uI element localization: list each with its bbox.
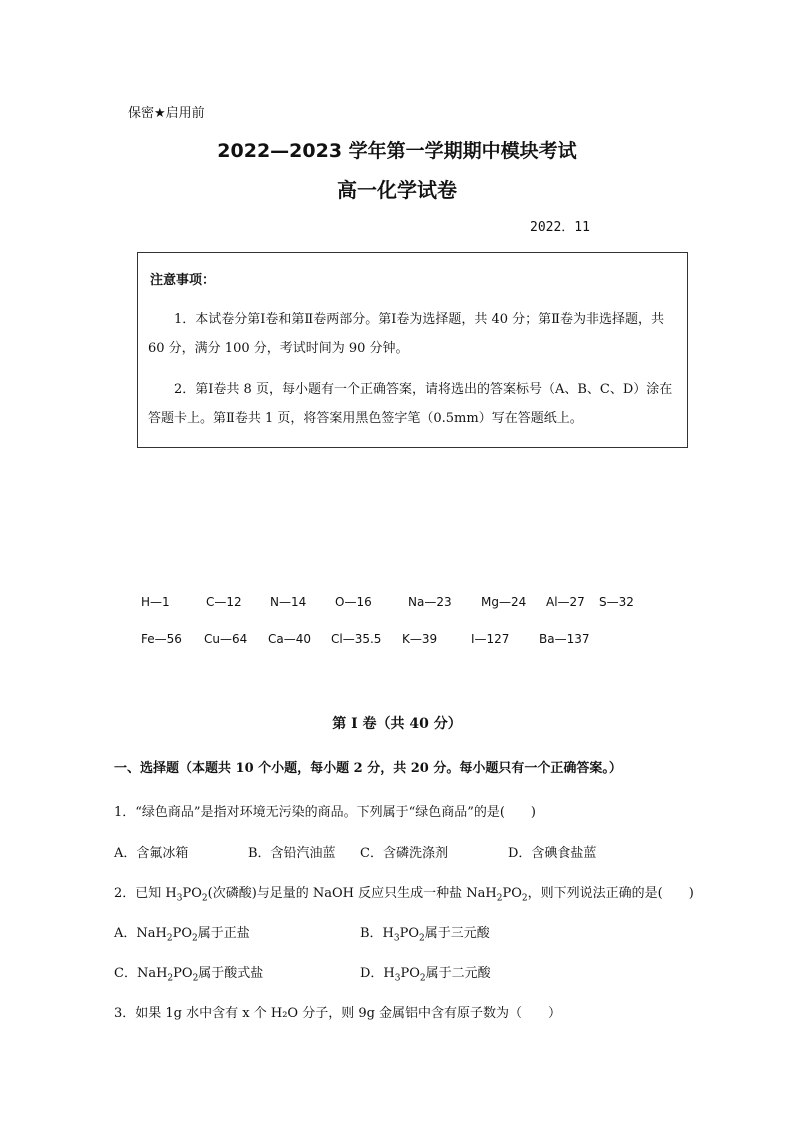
atomic-mass-k: K—39: [402, 632, 438, 646]
exam-date: 2022．11: [530, 220, 590, 235]
exam-title: 2022—2023 学年第一学期期中模块考试: [217, 140, 577, 162]
question-1-option-a: A．含氟冰箱: [114, 846, 189, 861]
confidential-label: 保密★启用前: [128, 106, 205, 121]
atomic-mass-fe: Fe—56: [141, 632, 182, 646]
atomic-mass-h: H—1: [141, 595, 170, 609]
notice-box: [137, 252, 688, 448]
question-2-option-c: C．$NaH_2PO_2$属于酸式盐: [114, 966, 264, 984]
atomic-mass-mg: Mg—24: [481, 595, 527, 609]
atomic-mass-al: Al—27: [546, 595, 585, 609]
atomic-mass-ba: Ba—137: [539, 632, 590, 646]
question-2-option-d: D．$H_3PO_2$属于二元酸: [360, 966, 491, 984]
atomic-mass-i: I—127: [471, 632, 510, 646]
question-1-stem: 1．“绿色商品”是指对环境无污染的商品。下列属于“绿色商品”的是( ): [114, 805, 536, 820]
exam-subtitle: 高一化学试卷: [337, 178, 457, 202]
notice-item-1: 1．本试卷分第Ⅰ卷和第Ⅱ卷两部分。第Ⅰ卷为选择题，共 40 分；第Ⅱ卷为非选择题，共 60 分，满分 100 分，考试时间为 90 分钟。: [148, 312, 665, 356]
question-3-stem: 3．如果 1g 水中含有 x 个 H₂O 分子，则 9g 金属铝中含有原子数为（ ）: [114, 1006, 562, 1021]
atomic-mass-cu: Cu—64: [204, 632, 248, 646]
atomic-mass-ca: Ca—40: [268, 632, 312, 646]
question-1-option-c: C．含磷洗涤剂: [360, 846, 448, 861]
atomic-mass-s: S—32: [599, 595, 634, 609]
atomic-mass-n: N—14: [270, 595, 307, 609]
section-title: 第 I 卷（共 40 分）: [332, 716, 462, 732]
atomic-mass-o: O—16: [335, 595, 372, 609]
notice-heading: 注意事项：: [150, 273, 216, 288]
question-1-option-b: B．含铅汽油蓝: [248, 846, 336, 861]
notice-item-2: 2．第Ⅰ卷共 8 页，每小题有一个正确答案，请将选出的答案标号（A、B、C、D）涂在答题卡上。第Ⅱ卷共 1 页，将答案用黑色签字笔（0.5mm）写在答题纸上。: [148, 382, 673, 426]
atomic-mass-c: C—12: [206, 595, 242, 609]
atomic-mass-cl: Cl—35.5: [331, 632, 382, 646]
section-heading: 一、选择题（本题共 10 个小题，每小题 2 分，共 20 分。每小题只有一个正确答案。）: [114, 761, 622, 776]
question-1-option-d: D．含碘食盐蓝: [508, 846, 597, 861]
question-2-stem: 2．已知 $H_3PO_2$(次磷酸)与足量的 NaOH 反应只生成一种盐 $NaH_2PO_2$，则下列说法正确的是( ): [114, 886, 694, 904]
question-2-option-a: A．$NaH_2PO_2$属于正盐: [114, 926, 250, 944]
question-2-option-b: B．$H_3PO_2$属于三元酸: [360, 926, 490, 944]
atomic-mass-na: Na—23: [408, 595, 452, 609]
